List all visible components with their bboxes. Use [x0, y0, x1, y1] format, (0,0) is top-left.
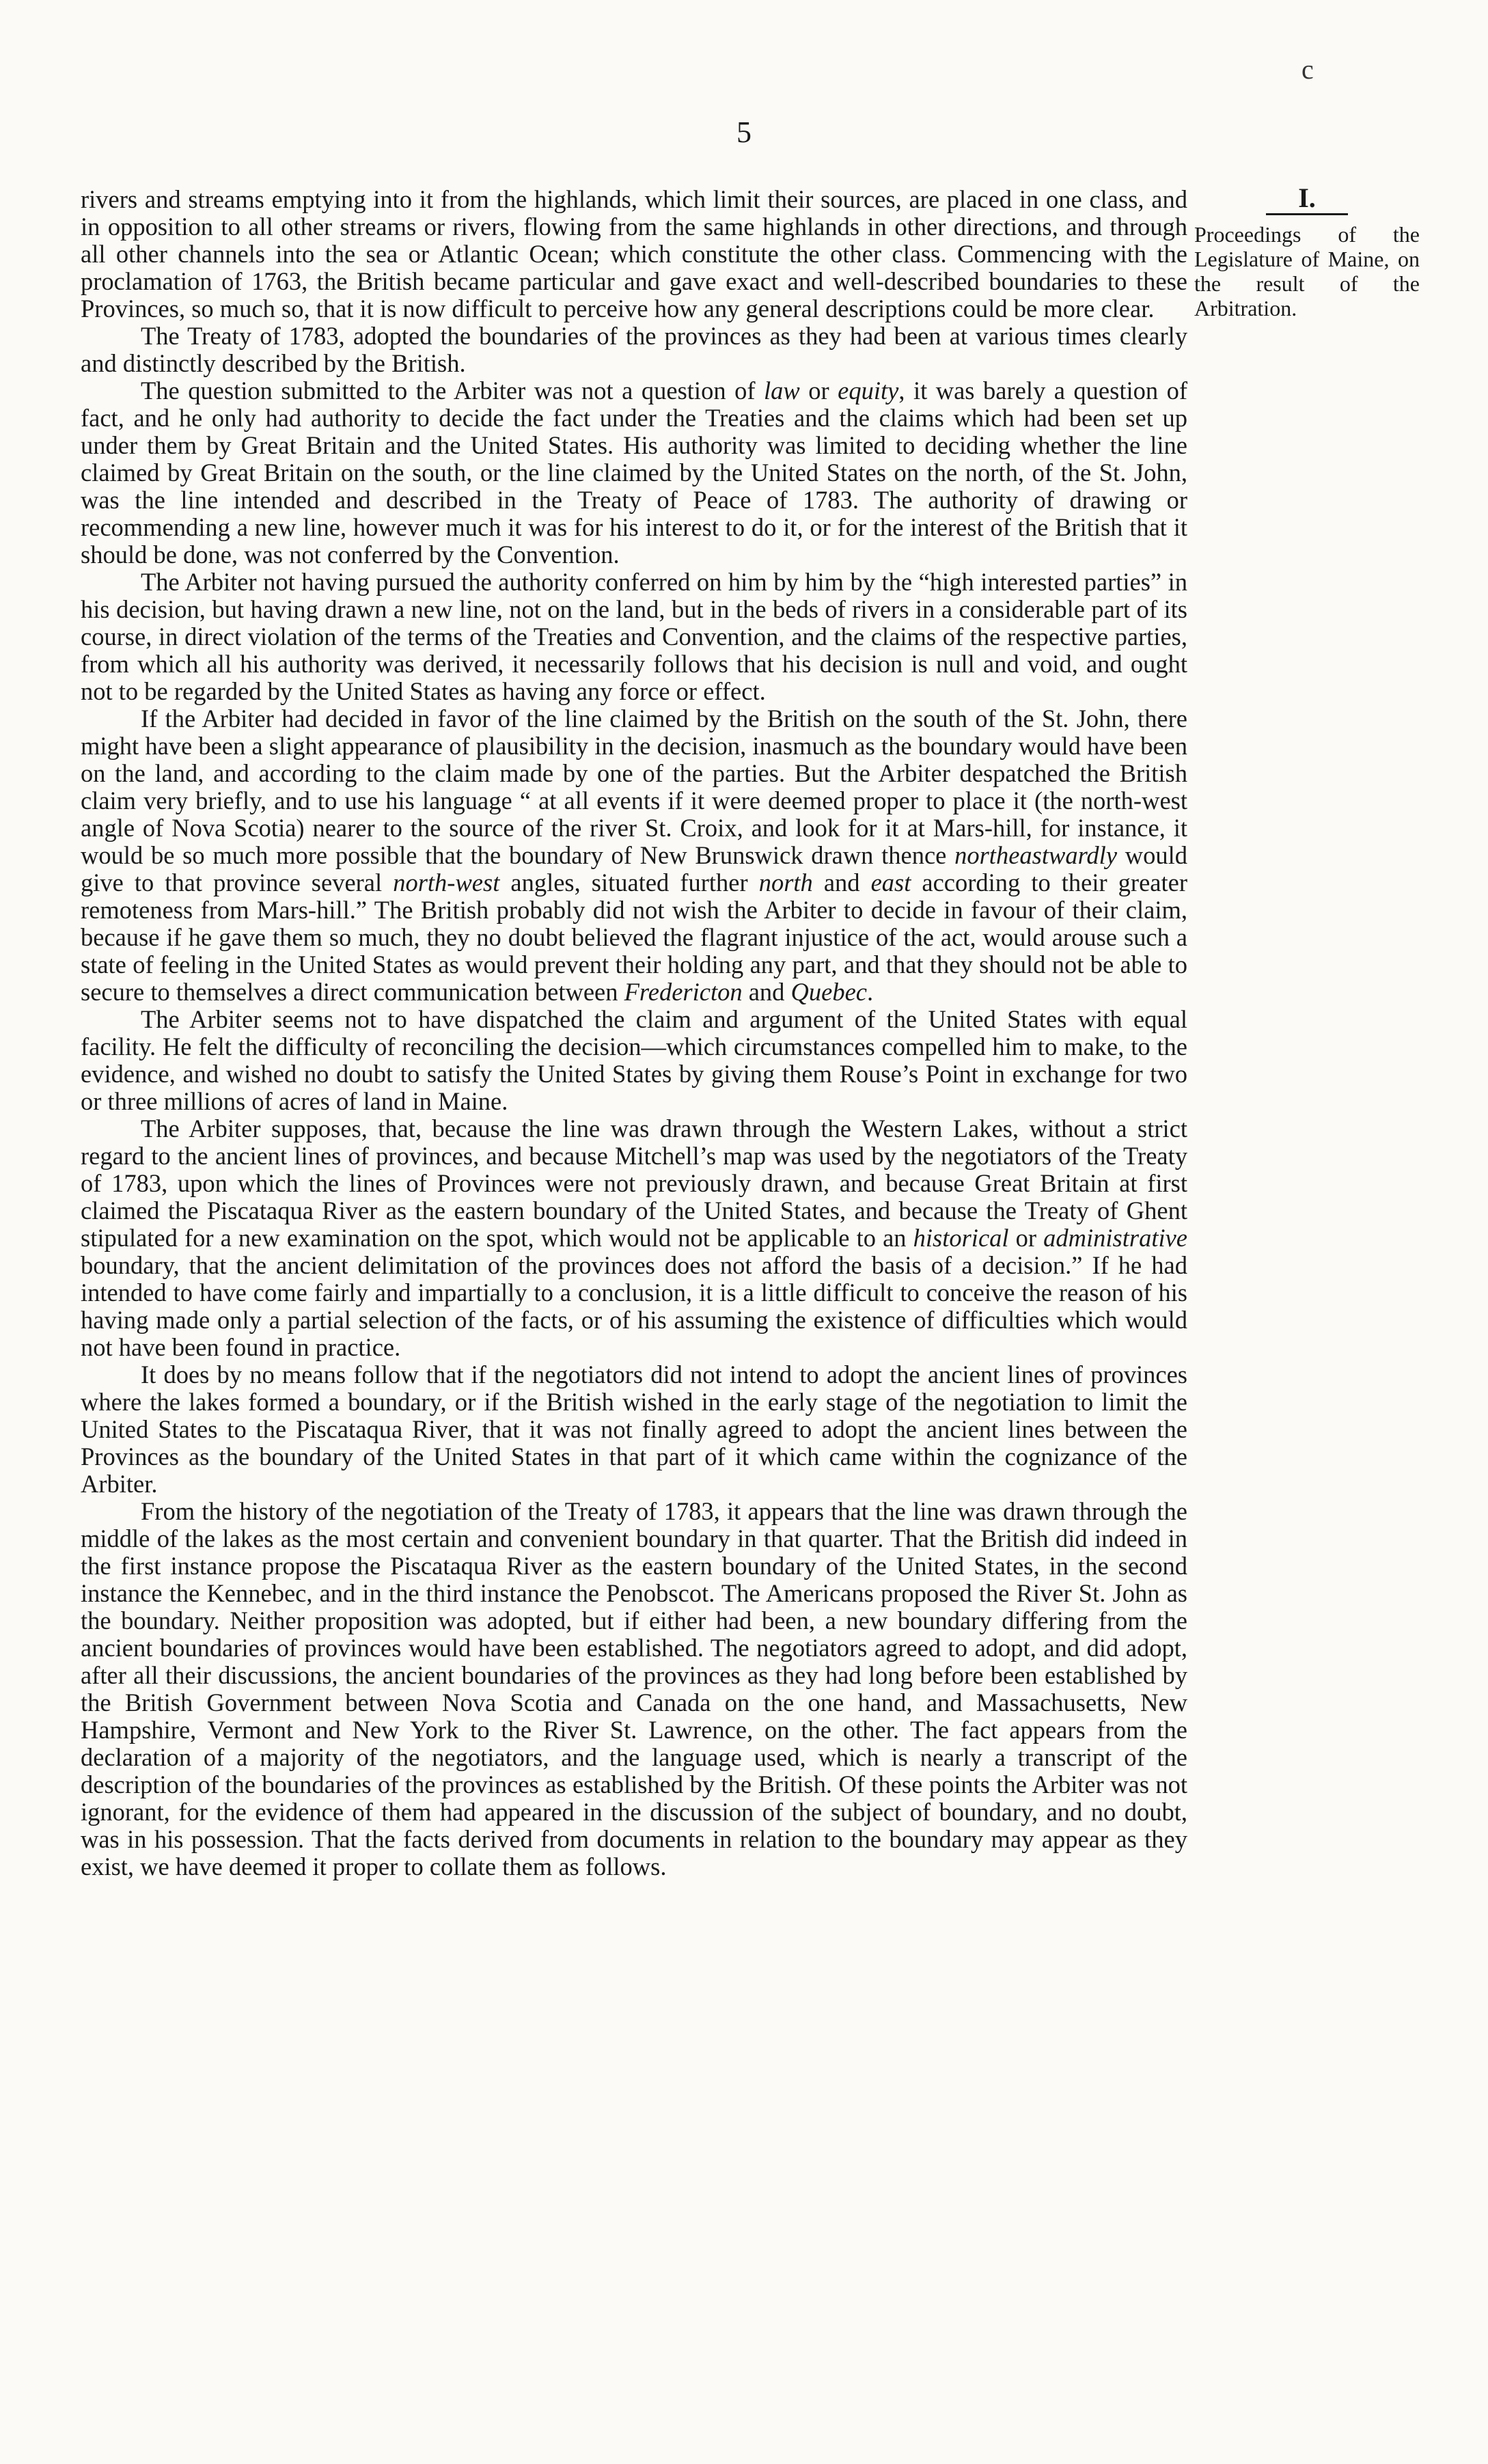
italic-text: administrative	[1043, 1224, 1187, 1252]
text-run: It does by no means follow that if the negotiators did not intend to adopt the ancient lines of provinces where the lakes formed a boundary, or if the British wished in the early stage of the negotiation to limit the United States to the Piscataqua River, that it was not finally agreed to adopt the ancient lines between the Provinces as the boundary of the United States in that part of it which came within the cognizance of the Arbiter.	[81, 1360, 1187, 1498]
marginal-note-text: Proceedings of the Legislature of Maine, on the result of the Arbitration.	[1194, 222, 1420, 320]
text-run: according to their greater remoteness from Mars-hill.” The British probably did not wish the Arbiter to decide in favour of their claim, because if he gave them so much, they no doubt believed the flagrant injustice of the act, would arouse such a state of feeling in the United States as would prevent their holding any part, and that they should not be able to secure to themselves a direct communication between	[81, 868, 1187, 1006]
scan-mark: c	[1301, 54, 1314, 85]
paragraph	[81, 1115, 1187, 1361]
section-numeral: I.	[1298, 182, 1316, 213]
paragraph	[81, 323, 1187, 377]
paragraph	[81, 705, 1187, 1006]
text-run: The Arbiter not having pursued the authority conferred on him by him by the “high interested parties” in his decision, but having drawn a new line, not on the land, but in the beds of rivers in a considerable part of its course, in direct violation of the terms of the Treaties and Convention, and the claims of the respective parties, from which all his authority was derived, it necessarily follows that his decision is null and void, and ought not to be regarded by the United States as having any force or effect.	[81, 568, 1187, 705]
paragraph	[81, 1498, 1187, 1880]
paragraph	[81, 1361, 1187, 1498]
text-run: rivers and streams emptying into it from the highlands, which limit their sources, are placed in one class, and in opposition to all other streams or rivers, flowing from the same highlands in other directions, and through all other channels into the sea or Atlantic Ocean; which constitute the other class. Commencing with the proclamation of 1763, the British became particular and gave exact and well-described boundaries to these Provinces, so much so, that it is now difficult to perceive how any general descriptions could be more clear.	[81, 185, 1187, 323]
italic-text: Fredericton	[624, 978, 743, 1006]
text-run: angles, situated further	[499, 868, 759, 896]
body-text	[81, 186, 1187, 1880]
text-run: , it was barely a question of fact, and he only had authority to decide the fact under the Treaties and the claims which had been set up under them by Great Britain and the United States. His authority was limited to deciding whether the line claimed by Great Britain on the south, or the line claimed by the United States on the north, of the St. John, was the line intended and described in the Treaty of Peace of 1783. The authority of drawing or recommending a new line, however much it was for his interest to do it, or for the interest of the British that it should be done, was not conferred by the Convention.	[81, 377, 1188, 569]
text-run: boundary, that the ancient delimitation of the provinces does not afford the basis of a decision.” If he had intended to have come fairly and impartially to a conclusion, it is a little difficult to conceive the reason of his having made only a partial selection of the facts, or of his assuming the existence of difficulties which would not have been found in practice.	[81, 1251, 1187, 1361]
italic-text: law	[763, 377, 800, 405]
page-number: 5	[736, 115, 752, 149]
text-run: The Treaty of 1783, adopted the boundaries of the provinces as they had been at various times clearly and distinctly described by the British.	[81, 322, 1187, 377]
text-run: The question submitted to the Arbiter was not a question of	[141, 377, 764, 405]
paragraph	[81, 1006, 1187, 1115]
italic-text: historical	[913, 1224, 1009, 1252]
italic-text: northeastwardly	[954, 841, 1118, 869]
text-run: or	[1008, 1224, 1044, 1252]
italic-text: equity	[838, 377, 899, 405]
italic-text: Quebec	[790, 978, 868, 1006]
text-run: and	[812, 868, 871, 896]
text-run: The Arbiter seems not to have dispatched the claim and argument of the United States with equal facility. He felt the difficulty of reconciling the decision—which circumstances compelled him to make, to the evidence, and wished no doubt to satisfy the United States by giving them Rouse’s Point in exchange for two or three millions of acres of land in Maine.	[81, 1005, 1187, 1115]
paragraph	[81, 377, 1187, 569]
paragraph	[81, 186, 1187, 323]
text-run: If the Arbiter had decided in favor of the line claimed by the British on the south of the St. John, there might have been a slight appearance of plausibility in the decision, inasmuch as the boundary would have been on the land, and according to the claim made by one of the parties. But the Arbiter despatched the British claim very briefly, and to use his language “ at all events if it were deemed proper to place it (the north-west angle of Nova Scotia) nearer to the source of the river St. Croix, and look for it at Mars-hill, for instance, it would be so much more possible that the boundary of New Brunswick drawn thence	[81, 704, 1187, 869]
italic-text: north	[758, 868, 813, 896]
text-run: From the history of the negotiation of the Treaty of 1783, it appears that the line was drawn through the middle of the lakes as the most certain and convenient boundary in that quarter. That the British did indeed in the first instance propose the Piscataqua River as the eastern boundary of the United States, in the second instance the Kennebec, and in the third instance the Penobscot. The Americans proposed the River St. John as the boundary. Neither proposition was adopted, but if either had been, a new boundary differing from the ancient boundaries of provinces would have been established. The negotiators agreed to adopt, and did adopt, after all their discussions, the ancient boundaries of the provinces as they had long before been established by the British Government between Nova Scotia and Canada on the one hand, and Massachusetts, New Hampshire, Vermont and New York to the River St. Lawrence, on the other. The fact appears from the declaration of a majority of the negotiators, and the language used, which is nearly a transcript of the description of the boundaries of the provinces as established by the British. Of these points the Arbiter was not ignorant, for the evidence of them had appeared in the discussion of the subject of boundary, and no doubt, was in his possession. That the facts derived from documents in relation to the boundary may appear as they exist, we have deemed it proper to collate them as follows.	[81, 1497, 1187, 1880]
italic-text: north-west	[393, 868, 500, 896]
text-run: would give to that province several	[81, 841, 1188, 896]
text-run: The Arbiter supposes, that, because the line was drawn through the Western Lakes, without a strict regard to the ancient lines of provinces, and because Mitchell’s map was used by the negotiators of the Treaty of 1783, upon which the lines of Provinces were not previously drawn, and because Great Britain at first claimed the Piscataqua River as the eastern boundary of the United States, and because the Treaty of Ghent stipulated for a new examination on the spot, which would not be applicable to an	[81, 1114, 1187, 1252]
paragraph	[81, 569, 1187, 705]
italic-text: east	[870, 868, 911, 896]
numeral-rule	[1266, 213, 1348, 215]
text-run: and	[742, 978, 791, 1006]
text-run: or	[799, 377, 838, 405]
marginal-note	[1194, 182, 1420, 320]
text-run: .	[867, 978, 874, 1006]
